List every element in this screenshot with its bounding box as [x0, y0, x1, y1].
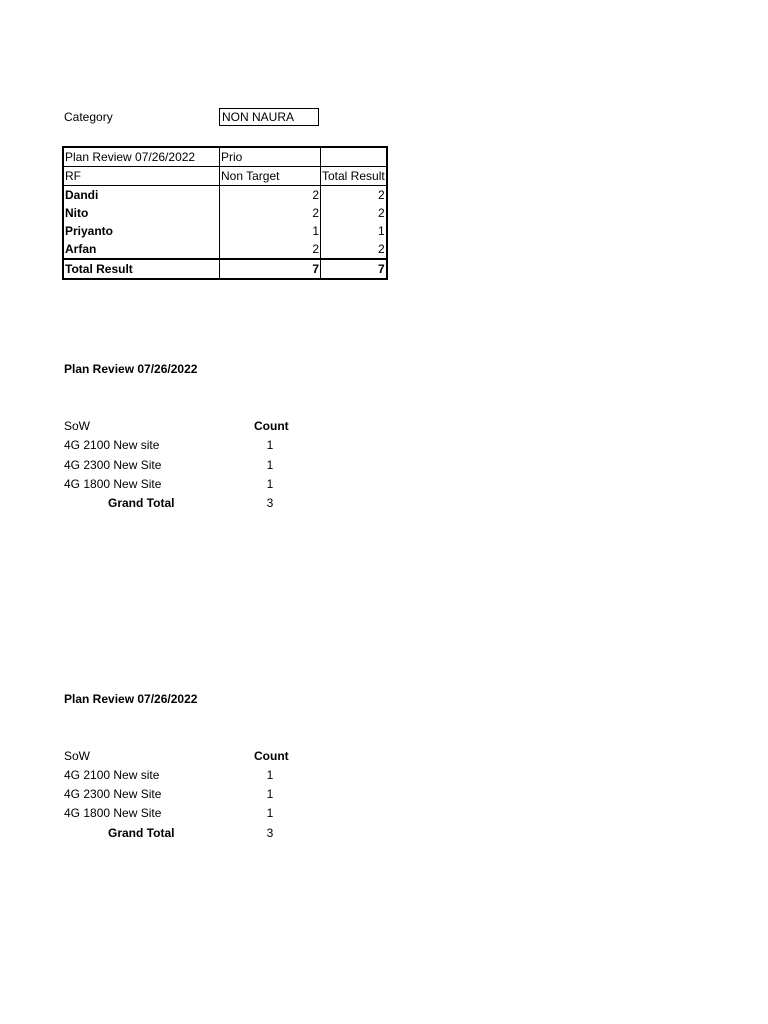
sow-column-header: SoW [64, 749, 91, 763]
count-column-header: Count [254, 419, 289, 433]
sow-name: 4G 2100 New site [64, 438, 160, 452]
sow-name: 4G 2300 New Site [64, 458, 162, 472]
section-title: Plan Review 07/26/2022 [64, 362, 198, 376]
sow-count: 1 [266, 768, 274, 782]
pivot-column-header-row [63, 167, 387, 186]
non-target-header-cell: Non Target [220, 167, 321, 186]
grand-total-label: Grand Total [108, 496, 175, 510]
pivot-table [62, 146, 388, 280]
non-target-value-cell: 2 [220, 186, 321, 205]
empty-header-cell [321, 147, 387, 167]
sow-name: 4G 1800 New Site [64, 806, 162, 820]
sow-name: 4G 1800 New Site [64, 477, 162, 491]
pivot-header-row [63, 147, 387, 167]
section-title: Plan Review 07/26/2022 [64, 692, 198, 706]
count-column-header: Count [254, 749, 289, 763]
total-value-cell: 2 [321, 204, 387, 222]
non-target-value-cell: 2 [220, 204, 321, 222]
sow-column-header: SoW [64, 419, 91, 433]
sow-row [64, 804, 304, 823]
sow-header-row [64, 417, 304, 436]
grand-total-value: 3 [266, 496, 274, 510]
category-filter-box[interactable]: NON NAURA [219, 108, 319, 126]
total-result-label: Total Result [63, 259, 220, 279]
sow-count: 1 [266, 438, 274, 452]
pivot-row [63, 186, 387, 205]
total-value-cell: 2 [321, 186, 387, 205]
pivot-total-row [63, 259, 387, 279]
rf-name-cell: Dandi [65, 188, 99, 202]
sow-header-row [64, 747, 304, 766]
sow-name: 4G 2300 New Site [64, 787, 162, 801]
sow-count: 1 [266, 477, 274, 491]
sow-row [64, 785, 304, 804]
grand-total-value: 3 [266, 826, 274, 840]
sow-row [64, 436, 304, 455]
pivot-row [63, 222, 387, 240]
rf-name-cell: Nito [65, 206, 89, 220]
total-value-cell: 2 [321, 240, 387, 259]
rf-header-cell: RF [63, 167, 220, 186]
pivot-title-cell: Plan Review 07/26/2022 [63, 147, 220, 167]
total-value-cell: 1 [321, 222, 387, 240]
sow-count: 1 [266, 806, 274, 820]
prio-header-cell: Prio [220, 147, 321, 167]
grand-total-row [64, 494, 304, 513]
total-result-value: 7 [321, 259, 387, 279]
non-target-value-cell: 2 [220, 240, 321, 259]
sow-name: 4G 2100 New site [64, 768, 160, 782]
sow-count: 1 [266, 458, 274, 472]
grand-total-row [64, 824, 304, 843]
rf-name-cell: Priyanto [65, 224, 114, 238]
pivot-row [63, 204, 387, 222]
grand-total-label: Grand Total [108, 826, 175, 840]
category-label: Category [64, 110, 113, 124]
sow-row [64, 766, 304, 785]
total-result-header-cell: Total Result [321, 167, 387, 186]
non-target-value-cell: 1 [220, 222, 321, 240]
sow-row [64, 456, 304, 475]
sow-row [64, 475, 304, 494]
sow-count: 1 [266, 787, 274, 801]
pivot-row [63, 240, 387, 259]
rf-name-cell: Arfan [65, 242, 97, 256]
total-non-target-value: 7 [220, 259, 321, 279]
